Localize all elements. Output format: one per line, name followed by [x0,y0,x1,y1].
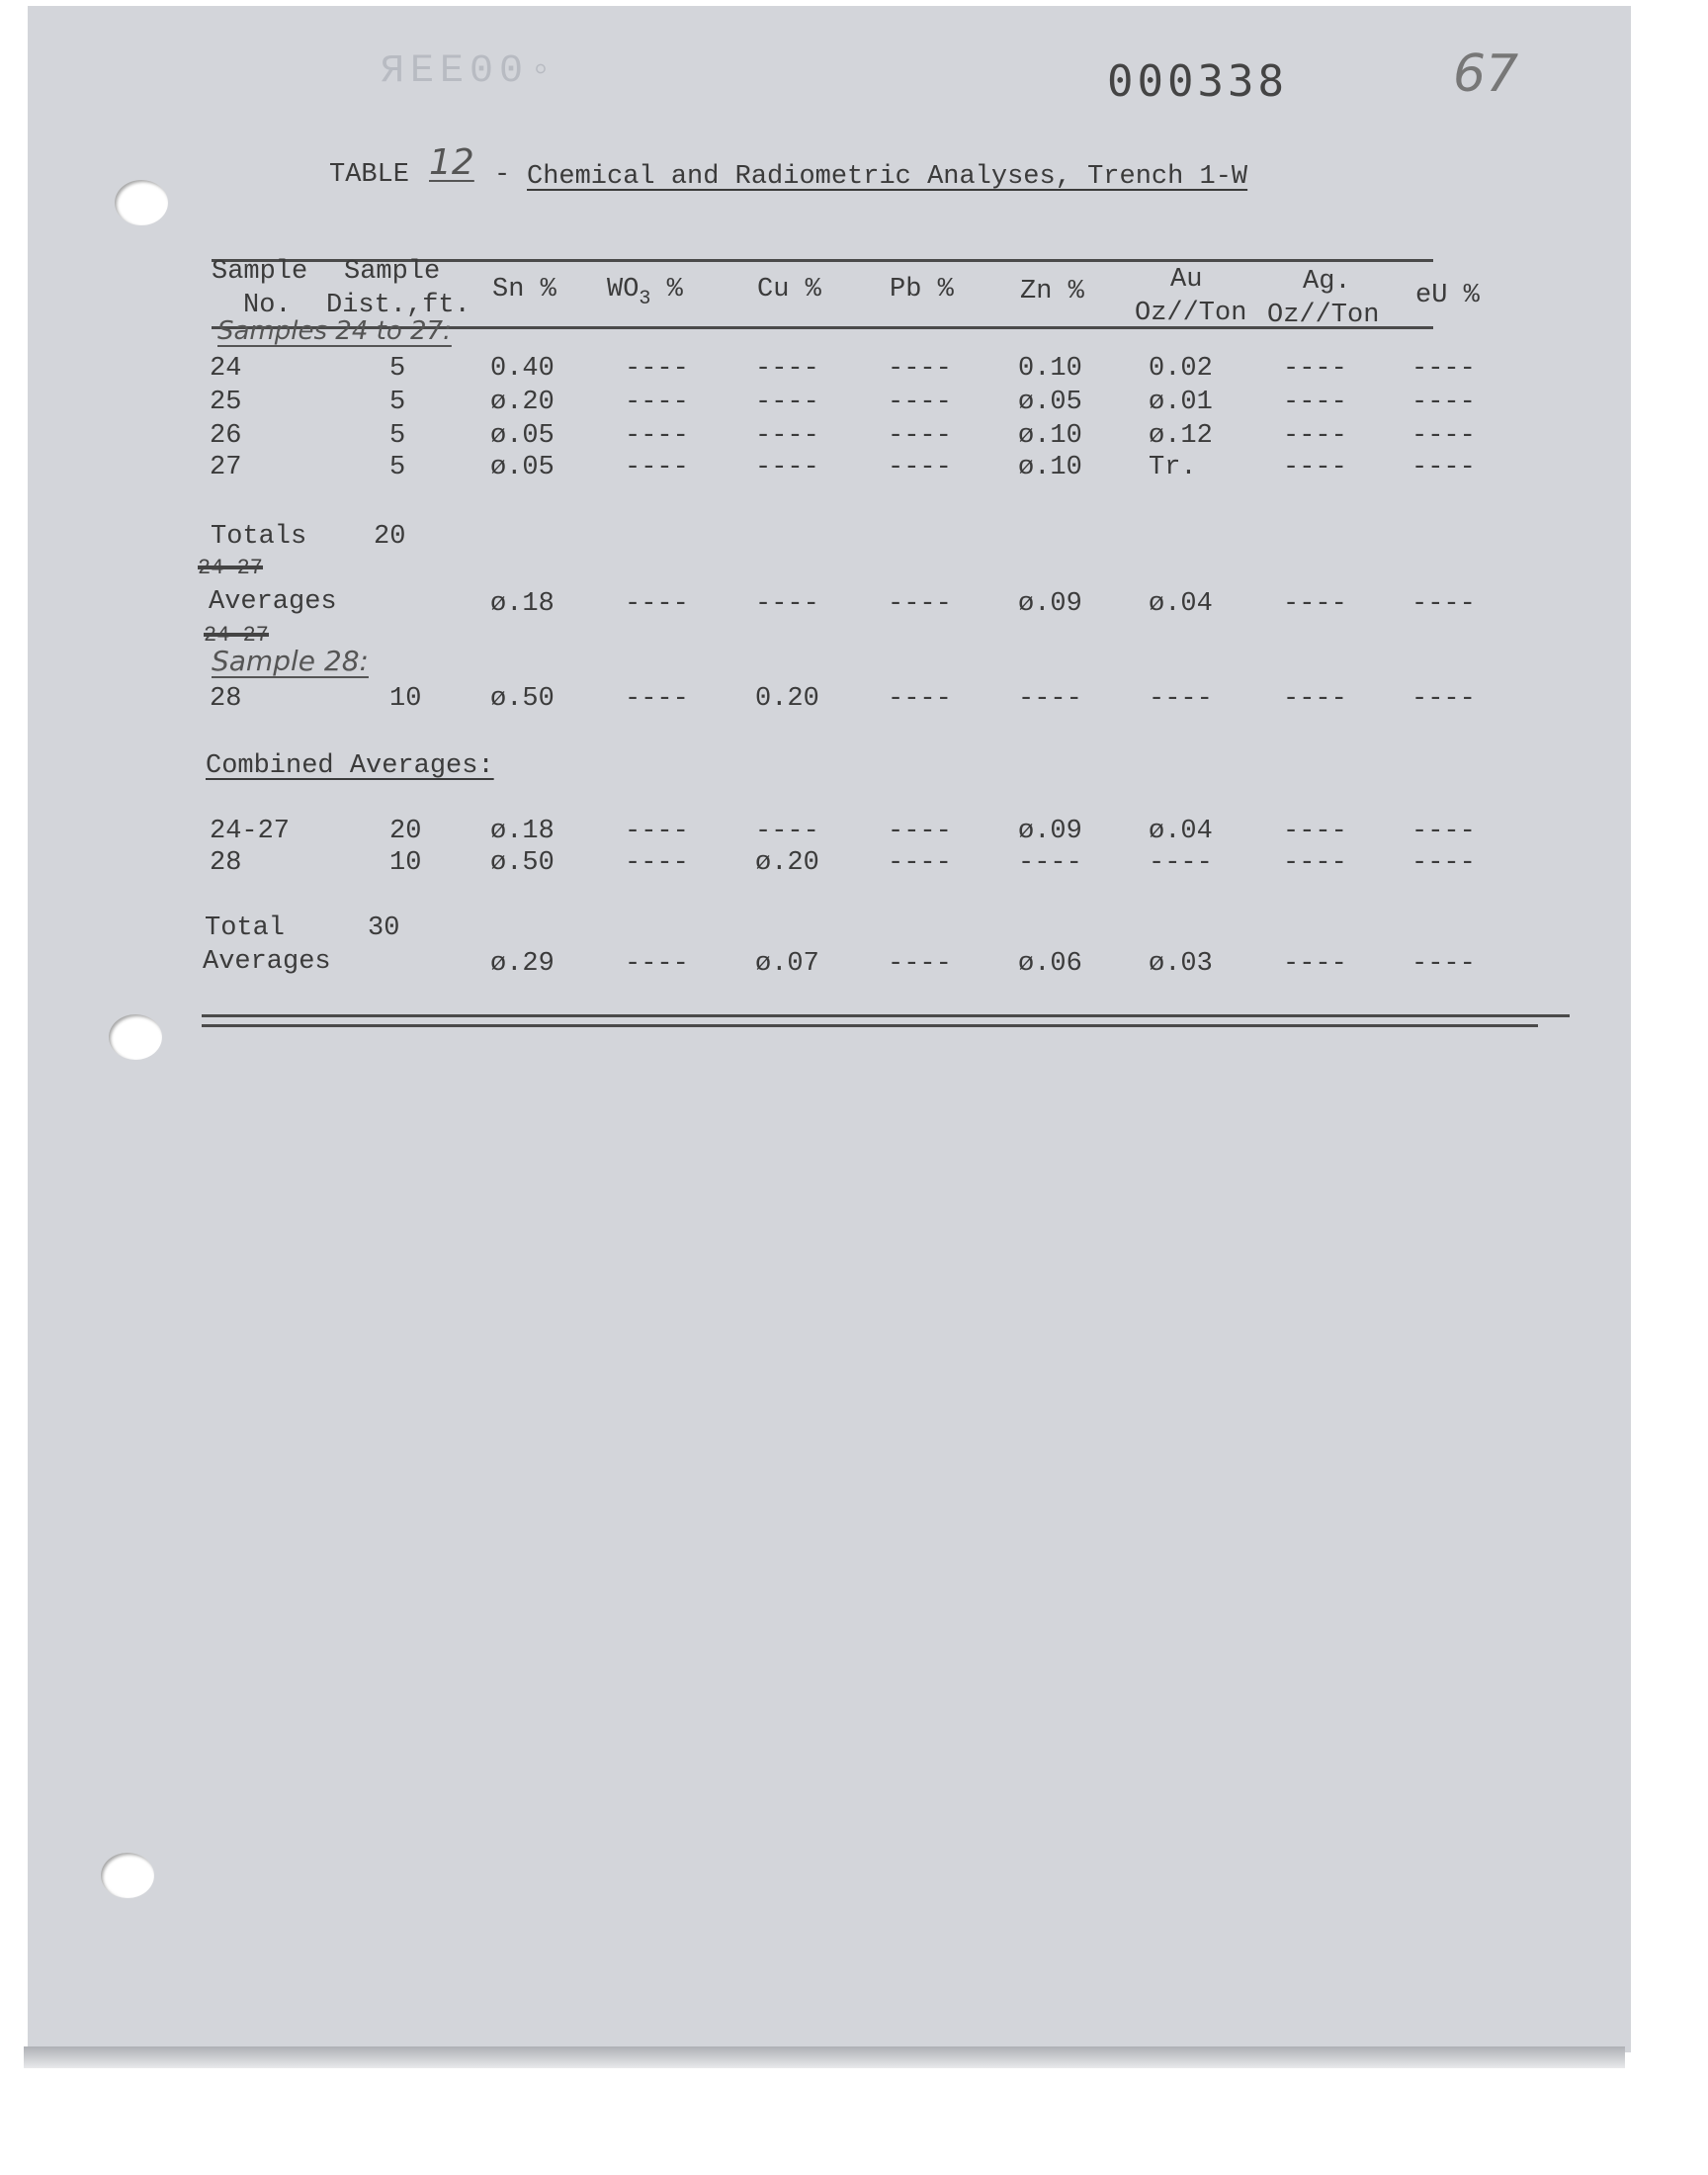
total-averages-dist: 30 [368,914,400,943]
combined-row-0-cu: ---- [755,817,819,846]
table-number: 12 [429,142,474,183]
header-au-line2: Oz//Ton [1135,299,1247,328]
sample-row-25-cu: ---- [755,388,819,417]
sample-row-24-no: 24 [210,354,242,384]
combined-row-0-ag: ---- [1283,817,1347,846]
sample-row-25-wo3: ---- [625,388,689,417]
sample-row-25-eu: ---- [1411,388,1476,417]
row-28-eu: ---- [1411,684,1476,714]
combined-row-0-no: 24-27 [210,817,291,846]
sample-row-24-eu: ---- [1411,354,1476,384]
combined-row-0-dist: 20 [389,817,422,846]
combined-row-1-no: 28 [210,848,242,878]
sample-row-26-cu: ---- [755,421,819,451]
total-averages-sn: ø.29 [490,949,555,979]
handwritten-samples-24-27: Samples 24 to 27: [217,316,452,346]
total-averages-pb: ---- [888,949,952,979]
page-number: 67 [1453,44,1519,104]
header-sn: Sn % [492,275,556,304]
total-averages-zn: ø.06 [1018,949,1082,979]
bottom-rule-2 [202,1024,1538,1027]
sample-row-26-dist: 5 [389,421,406,451]
sample-row-26-pb: ---- [888,421,952,451]
combined-averages-heading: Combined Averages: [206,751,494,781]
row-28-no: 28 [210,684,242,714]
combined-row-0-sn: ø.18 [490,817,555,846]
sample-row-24-cu: ---- [755,354,819,384]
sample-row-27-pb: ---- [888,453,952,482]
combined-row-0-eu: ---- [1411,817,1476,846]
total-averages-label-line1: Total [205,914,286,943]
document-stamp-number: 000338 [1107,56,1288,107]
handwritten-sample-28: Sample 28: [212,645,369,677]
punch-hole-middle [109,1014,162,1060]
combined-row-1-ag: ---- [1283,848,1347,878]
sample-row-27-wo3: ---- [625,453,689,482]
header-cu: Cu % [757,275,821,304]
averages-zn: ø.09 [1018,589,1082,619]
averages-pb: ---- [888,589,952,619]
sample-row-25-au: ø.01 [1149,388,1213,417]
sample-row-27-ag: ---- [1283,453,1347,482]
sample-row-25-pb: ---- [888,388,952,417]
combined-row-1-pb: ---- [888,848,952,878]
combined-row-1-au: ---- [1149,848,1213,878]
row-28-wo3: ---- [625,684,689,714]
sample-row-25-sn: ø.20 [490,388,555,417]
totals-label: Totals [211,522,307,552]
combined-row-0-wo3: ---- [625,817,689,846]
sample-row-26-no: 26 [210,421,242,451]
sample-row-27-eu: ---- [1411,453,1476,482]
sample-row-26-zn: ø.10 [1018,421,1082,451]
averages-label: Averages [209,587,337,617]
sample-row-27-no: 27 [210,453,242,482]
table-title-dash: - [494,160,511,190]
averages-ag: ---- [1283,589,1347,619]
averages-cu: ---- [755,589,819,619]
sample-row-26-au: ø.12 [1149,421,1213,451]
sample-row-24-au: 0.02 [1149,354,1213,384]
row-28-ag: ---- [1283,684,1347,714]
combined-row-1-zn: ---- [1018,848,1082,878]
sample-row-26-ag: ---- [1283,421,1347,451]
header-sample-no-line1: Sample [212,257,308,287]
sample-row-24-sn: 0.40 [490,354,555,384]
combined-row-1-wo3: ---- [625,848,689,878]
combined-row-1-dist: 10 [389,848,422,878]
sample-row-24-ag: ---- [1283,354,1347,384]
sample-row-25-no: 25 [210,388,242,417]
sample-row-24-zn: 0.10 [1018,354,1082,384]
ghost-stamp: ЯEE00◦ [381,49,559,94]
averages-sn: ø.18 [490,589,555,619]
averages-wo3: ---- [625,589,689,619]
row-28-sn: ø.50 [490,684,555,714]
sheet-edge-shadow [24,2046,1625,2068]
sample-row-24-pb: ---- [888,354,952,384]
total-averages-label-line2: Averages [203,947,331,977]
sample-row-26-eu: ---- [1411,421,1476,451]
totals-dist: 20 [374,522,406,552]
total-averages-eu: ---- [1411,949,1476,979]
sample-row-27-zn: ø.10 [1018,453,1082,482]
sample-row-26-sn: ø.05 [490,421,555,451]
sample-row-27-dist: 5 [389,453,406,482]
row-28-cu: 0.20 [755,684,819,714]
strike-totals-range: 24-27 [198,556,264,580]
row-28-dist: 10 [389,684,422,714]
header-ag-line1: Ag. [1303,267,1351,297]
total-averages-ag: ---- [1283,949,1347,979]
row-28-zn: ---- [1018,684,1082,714]
row-28-au: ---- [1149,684,1213,714]
combined-row-1-sn: ø.50 [490,848,555,878]
row-28-pb: ---- [888,684,952,714]
punch-hole-top [115,180,168,225]
total-averages-cu: ø.07 [755,949,819,979]
header-ag-line2: Oz//Ton [1267,301,1380,330]
header-eu: eU % [1415,281,1480,310]
header-au-line1: Au [1170,265,1203,295]
sample-row-25-ag: ---- [1283,388,1347,417]
sample-row-27-au: Tr. [1149,453,1197,482]
punch-hole-bottom [101,1853,154,1898]
total-averages-au: ø.03 [1149,949,1213,979]
table-title: Chemical and Radiometric Analyses, Trench 1-W [527,162,1248,192]
combined-row-0-zn: ø.09 [1018,817,1082,846]
combined-row-0-au: ø.04 [1149,817,1213,846]
header-dist-line2: Dist.,ft. [326,291,470,320]
header-wo3: $WO_3$ % [607,275,683,310]
header-sample-no-line2: No. [243,291,292,320]
header-pb: Pb % [890,275,954,304]
sample-row-25-dist: 5 [389,388,406,417]
averages-eu: ---- [1411,589,1476,619]
sample-row-24-wo3: ---- [625,354,689,384]
total-averages-wo3: ---- [625,949,689,979]
bottom-rule-1 [202,1014,1570,1017]
sample-row-26-wo3: ---- [625,421,689,451]
combined-row-0-pb: ---- [888,817,952,846]
sample-row-24-dist: 5 [389,354,406,384]
header-dist-line1: Sample [344,257,441,287]
sample-row-27-cu: ---- [755,453,819,482]
sample-row-25-zn: ø.05 [1018,388,1082,417]
sample-row-27-sn: ø.05 [490,453,555,482]
averages-au: ø.04 [1149,589,1213,619]
combined-row-1-eu: ---- [1411,848,1476,878]
strike-averages-range: 24-27 [204,623,270,648]
combined-row-1-cu: ø.20 [755,848,819,878]
header-zn: Zn % [1020,277,1084,306]
table-label: TABLE [329,160,410,190]
